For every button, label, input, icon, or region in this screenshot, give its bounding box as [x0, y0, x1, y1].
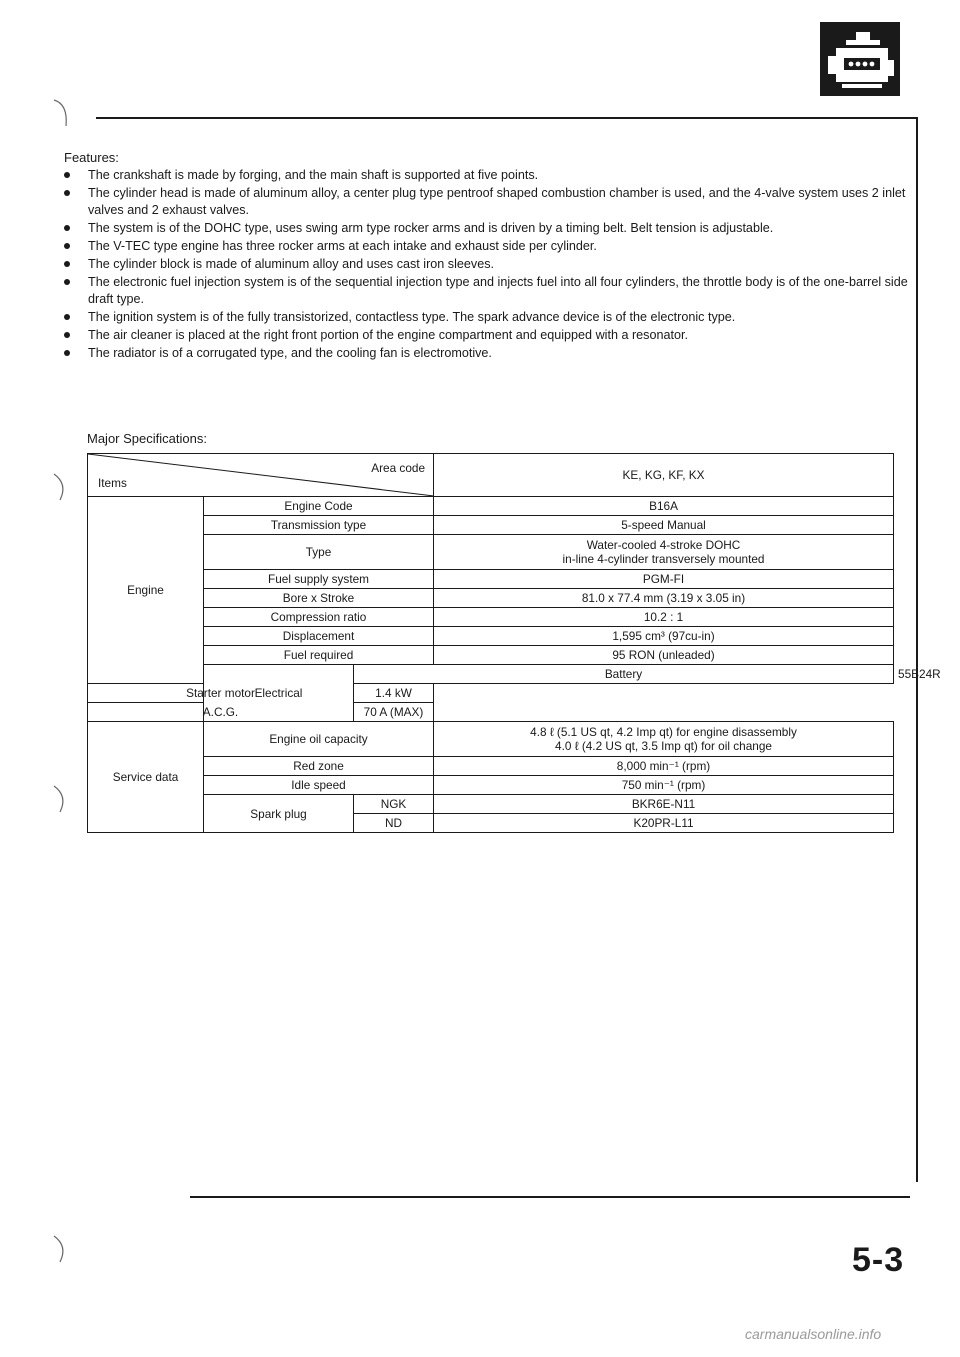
binder-mark — [50, 96, 72, 130]
feature-item: The electronic fuel injection system is of the sequential injection type and injects fuel into all four cylinders, the throttle body is of the one-barrel side draft type. — [60, 274, 910, 306]
row-label: Battery — [354, 665, 894, 684]
items-label: Items — [98, 476, 127, 490]
group-service-data: Service data — [88, 722, 204, 833]
table-row — [88, 703, 894, 722]
row-value: K20PR-L11 — [434, 814, 894, 833]
feature-item: The radiator is of a corrugated type, and the cooling fan is electromotive. — [60, 345, 910, 361]
table-row — [88, 589, 894, 608]
table-row — [88, 776, 894, 795]
row-sublabel: NGK — [354, 795, 434, 814]
row-label: Type — [204, 535, 434, 570]
table-row: Electrical Battery 55B24R — [88, 665, 894, 684]
watermark: carmanualsonline.info — [745, 1326, 882, 1342]
row-label: Starter motor — [88, 684, 354, 703]
area-code-value: KE, KG, KF, KX — [434, 454, 894, 497]
row-value: 70 A (MAX) — [354, 703, 434, 722]
row-value-line: 4.8 ℓ (5.1 US qt, 4.2 Imp qt) for engine disassembly — [530, 725, 797, 739]
header-diagonal-cell — [88, 454, 434, 497]
footer-rule — [190, 1196, 910, 1198]
row-value-line: 4.0 ℓ (4.2 US qt, 3.5 Imp qt) for oil change — [555, 739, 772, 753]
row-label: Displacement — [204, 627, 434, 646]
table-row — [88, 570, 894, 589]
feature-item: The system is of the DOHC type, uses swing arm type rocker arms and is driven by a timing belt. Belt tension is adjustable. — [60, 220, 910, 236]
table-row — [88, 497, 894, 516]
row-label: Fuel required — [204, 646, 434, 665]
row-value: 1.4 kW — [354, 684, 434, 703]
row-value: 81.0 x 77.4 mm (3.19 x 3.05 in) — [434, 589, 894, 608]
table-row — [88, 684, 894, 703]
feature-item: The cylinder block is made of aluminum alloy and uses cast iron sleeves. — [60, 256, 910, 272]
row-label: Spark plug — [204, 795, 354, 833]
table-row — [88, 608, 894, 627]
table-row — [88, 516, 894, 535]
row-label: Compression ratio — [204, 608, 434, 627]
row-value: 10.2 : 1 — [434, 608, 894, 627]
header-rule — [96, 117, 916, 119]
features-section — [60, 150, 910, 363]
row-label: Engine oil capacity — [204, 722, 434, 757]
binder-mark — [50, 470, 72, 504]
row-value: 8,000 min⁻¹ (rpm) — [434, 757, 894, 776]
features-list — [60, 167, 910, 361]
group-engine: Engine — [88, 497, 204, 684]
row-label: Engine Code — [204, 497, 434, 516]
feature-item: The ignition system is of the fully transistorized, contactless type. The spark advance device is of the electronic type. — [60, 309, 910, 325]
row-value-line: in-line 4-cylinder transversely mounted — [562, 552, 765, 566]
row-value: 5-speed Manual — [434, 516, 894, 535]
table-header-row — [88, 454, 894, 497]
table-row — [88, 757, 894, 776]
margin-rule — [916, 117, 918, 1182]
feature-item: The crankshaft is made by forging, and the main shaft is supported at five points. — [60, 167, 910, 183]
row-value: 95 RON (unleaded) — [434, 646, 894, 665]
row-label: Red zone — [204, 757, 434, 776]
table-row — [88, 722, 894, 757]
row-value-line: Water-cooled 4-stroke DOHC — [586, 538, 741, 552]
area-code-label: Area code — [371, 461, 426, 475]
row-label: Fuel supply system — [204, 570, 434, 589]
feature-item: The V-TEC type engine has three rocker arms at each intake and exhaust side per cylinder. — [60, 238, 910, 254]
features-heading: Features: — [64, 150, 119, 165]
binder-mark — [50, 782, 72, 816]
feature-item: The cylinder head is made of aluminum alloy, a center plug type pentroof shaped combustion chamber is used, and the 4-valve system uses 2 inlet valves and 2 exhaust valves. — [60, 185, 910, 217]
table-row — [88, 795, 894, 814]
row-value — [434, 722, 894, 757]
row-label: Transmission type — [204, 516, 434, 535]
binder-mark — [50, 1232, 72, 1266]
table-row — [88, 646, 894, 665]
group-electrical: Electrical — [204, 665, 354, 722]
row-value — [434, 535, 894, 570]
specifications-table — [87, 453, 941, 833]
row-value: BKR6E-N11 — [434, 795, 894, 814]
specifications-heading: Major Specifications: — [87, 431, 207, 446]
row-label: Idle speed — [204, 776, 434, 795]
feature-item: The air cleaner is placed at the right front portion of the engine compartment and equipped with a resonator. — [60, 327, 910, 343]
row-value: B16A — [434, 497, 894, 516]
row-label: Bore x Stroke — [204, 589, 434, 608]
row-sublabel: ND — [354, 814, 434, 833]
engine-section-icon — [820, 22, 900, 96]
row-value: 750 min⁻¹ (rpm) — [434, 776, 894, 795]
table-row — [88, 535, 894, 570]
row-label: A.C.G. — [88, 703, 354, 722]
page-number: 5-3 — [852, 1241, 905, 1279]
row-value: 1,595 cm³ (97cu-in) — [434, 627, 894, 646]
row-value: PGM-FI — [434, 570, 894, 589]
table-row — [88, 627, 894, 646]
